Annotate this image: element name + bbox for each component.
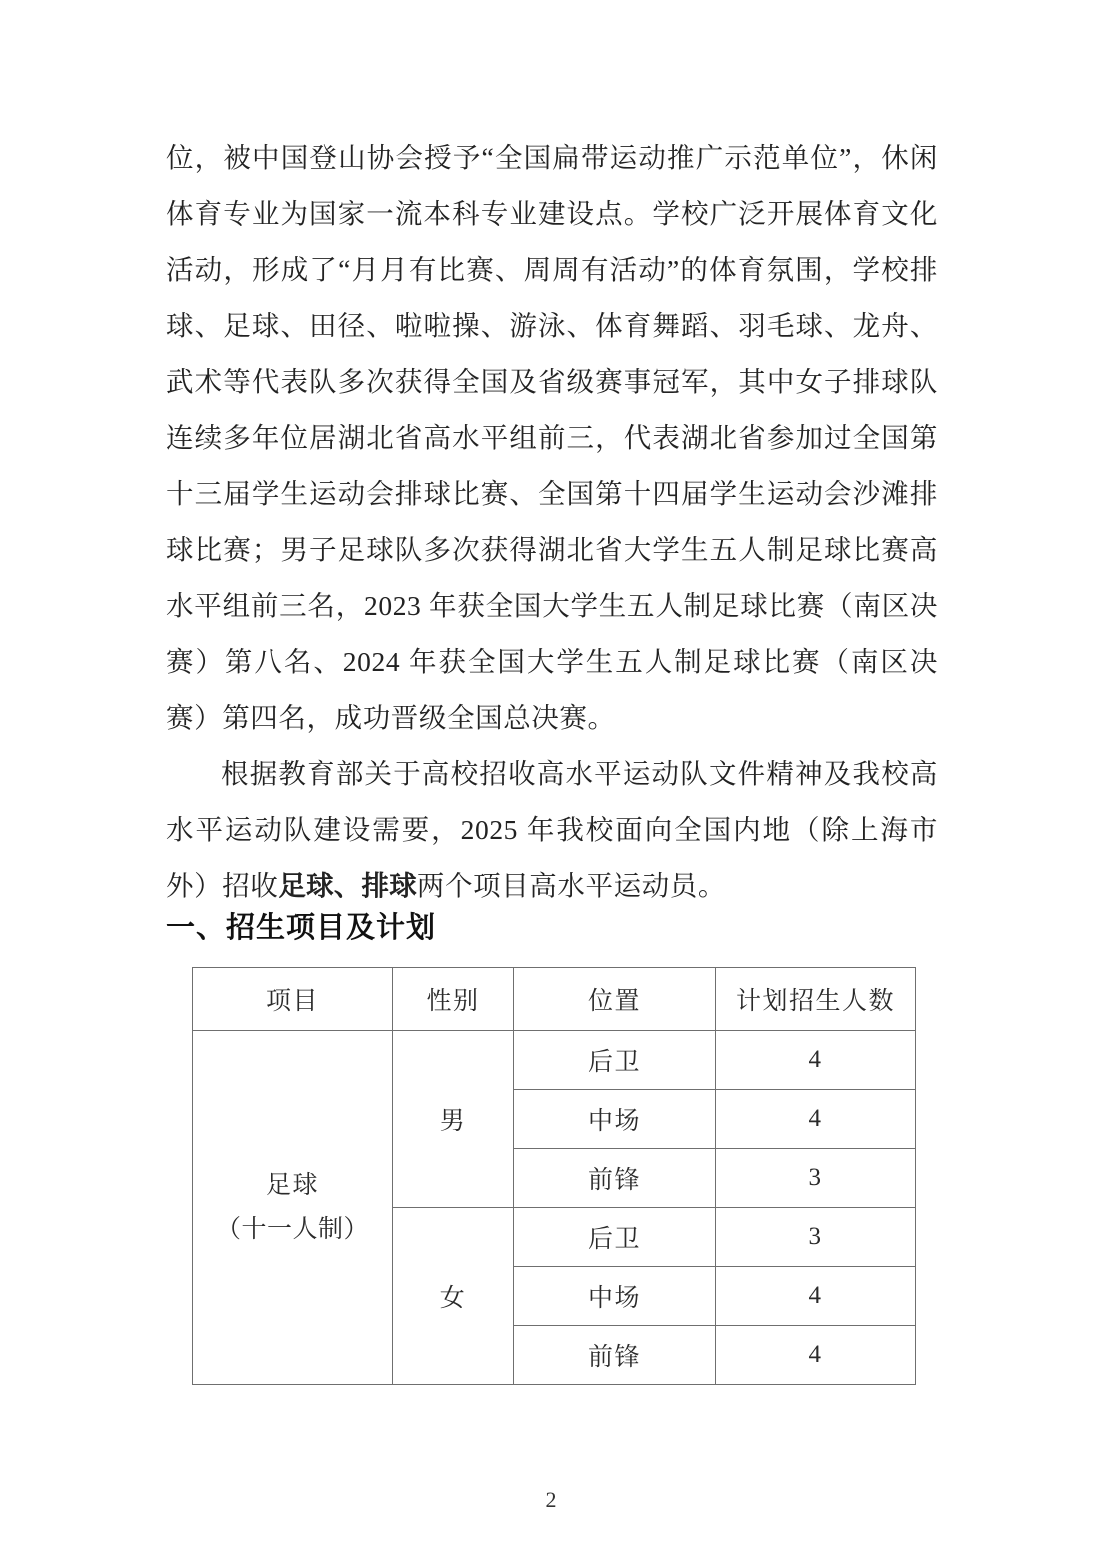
page-body-text [166,130,938,914]
paragraph-2-run-2-bold: 足球、排球 [278,870,417,901]
section-heading-admission-plan: 一、招生项目及计划 [166,910,437,944]
table-cell-gender-female: 女 [393,1208,514,1385]
table-row [193,1031,916,1090]
table-header-event: 项目 [193,968,393,1031]
event-name-line2: （十一人制） [215,1215,369,1243]
table-cell-quota: 4 [716,1326,916,1385]
table-cell-quota: 4 [716,1267,916,1326]
paragraph-1 [166,130,938,746]
table-cell-quota: 3 [716,1208,916,1267]
table-header-quota: 计划招生人数 [716,968,916,1031]
paragraph-2-run-3: 两个项目高水平运动员。 [416,870,727,901]
table-cell-quota: 4 [716,1090,916,1149]
table-cell-position: 中场 [514,1090,716,1149]
table-cell-position: 后卫 [514,1031,716,1090]
admission-plan-table [192,967,916,1385]
page-number: 2 [545,1487,557,1512]
paragraph-2 [166,746,938,914]
paragraph-2-run-1: 根据教育部关于高校招收高水平运动队文件精神及我校高水平运动队建设需要，2025 年我校面向全国内地（除上海市外）招收 [166,758,938,901]
table-header-position: 位置 [514,968,716,1031]
table-cell-position: 前锋 [514,1149,716,1208]
table-header-row [193,968,916,1031]
table-cell-event-football [193,1031,393,1385]
table-cell-position: 后卫 [514,1208,716,1267]
table-header-gender: 性别 [393,968,514,1031]
table-cell-gender-male: 男 [393,1031,514,1208]
table-cell-quota: 4 [716,1031,916,1090]
table-cell-position: 前锋 [514,1326,716,1385]
paragraph-1-run-1: 位，被中国登山协会授予“全国扁带运动推广示范单位”，休闲体育专业为国家一流本科专业建设点。学校广泛开展体育文化活动，形成了“月月有比赛、周周有活动”的体育氛围，学校排球、足球、田径、啦啦操、游泳、体育舞蹈、羽毛球、龙舟、武术等代表队多次获得全国及省级赛事冠军，其中女子排球队连续多年位居湖北省高水平组前三，代表湖北省参加过全国第十三届学生运动会排球比赛、全国第十四届学生运动会沙滩排球比赛；男子足球队多次获得湖北省大学生五人制足球比赛高水平组前三名，2023 年获全国大学生五人制足球比赛（南区决赛）第八名、2024 年获全国大学生五人制足球比赛（南区决赛）第四名，成功晋级全国总决赛。 [166,142,938,733]
table-cell-quota: 3 [716,1149,916,1208]
event-name-line1: 足球 [265,1171,319,1199]
table-cell-position: 中场 [514,1267,716,1326]
